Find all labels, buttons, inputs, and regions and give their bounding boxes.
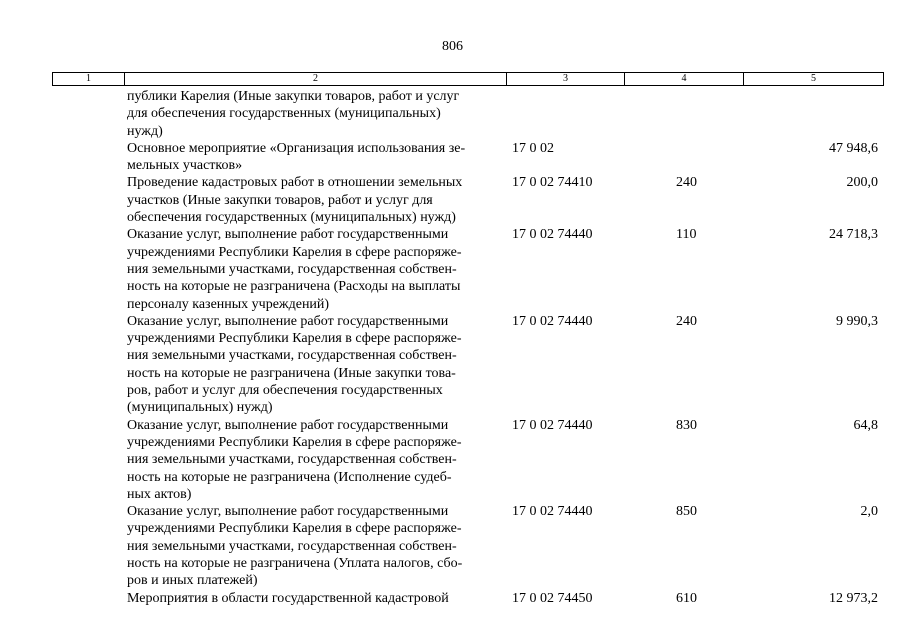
table-row	[52, 313, 884, 417]
row-target-code	[509, 88, 639, 140]
row-description: Оказание услуг, выполнение работ государственными учреждениями Республики Карелия в сфере распоряже- ния земельными участками, государственная собствен- ность на которые не разграничена (Уплата налогов, сбо- ров и иных платежей)	[127, 504, 463, 589]
row-target-code: 17 0 02 74410	[512, 175, 593, 191]
page-number: 806	[442, 39, 463, 54]
row-expense-type: 610	[676, 590, 697, 606]
row-amount: 24 718,3	[829, 227, 878, 243]
column-header-4: 4	[624, 73, 743, 85]
row-expense-type: 110	[676, 227, 697, 243]
row-expense-type: 830	[676, 417, 697, 433]
row-target-code: 17 0 02	[512, 140, 554, 156]
row-description: Оказание услуг, выполнение работ государственными учреждениями Республики Карелия в сфере распоряже- ния земельными участками, государственная собствен- ность на которые не разграничена (Расходы на выплаты персоналу казенных учреждений)	[127, 227, 462, 312]
table-row	[52, 590, 884, 607]
row-target-code: 17 0 02 74440	[512, 504, 593, 520]
row-expense-type: 240	[676, 175, 697, 191]
row-description: Оказание услуг, выполнение работ государственными учреждениями Республики Карелия в сфере распоряже- ния земельными участками, государственная собствен- ность на которые не разграничена (Иные закупки това- ров, работ и услуг для обеспечения государственных (муниципальных) нужд)	[127, 313, 462, 416]
row-amount: 64,8	[853, 417, 878, 433]
row-description: Мероприятия в области государственной кадастровой	[127, 590, 449, 606]
table-row	[52, 140, 884, 175]
row-target-code: 17 0 02 74440	[512, 313, 593, 329]
row-expense-type: 850	[676, 504, 697, 520]
table-row	[52, 174, 884, 226]
column-header-1: 1	[86, 73, 91, 84]
table-row	[52, 503, 884, 589]
row-description: Оказание услуг, выполнение работ государственными учреждениями Республики Карелия в сфере распоряже- ния земельными участками, государственная собствен- ность на которые не разграничена (Исполнение судеб- ных актов)	[127, 417, 462, 502]
row-description: публики Карелия (Иные закупки товаров, работ и услуг для обеспечения государственных (муниципальных) нужд)	[127, 89, 460, 139]
row-expense-type: 240	[676, 313, 697, 329]
column-header-2: 2	[124, 73, 506, 85]
row-expense-type	[639, 140, 729, 175]
row-target-code: 17 0 02 74440	[512, 227, 593, 243]
row-target-code: 17 0 02 74440	[512, 417, 593, 433]
row-expense-type	[639, 88, 729, 140]
row-description: Проведение кадастровых работ в отношении земельных участков (Иные закупки товаров, работ и услуг для обеспечения государственных (муниципальных) нужд)	[127, 175, 463, 226]
row-target-code: 17 0 02 74450	[512, 590, 593, 606]
column-header-3: 3	[506, 73, 624, 85]
table-row	[52, 88, 884, 140]
table-row	[52, 417, 884, 503]
table-row	[52, 226, 884, 312]
table-header-row	[52, 72, 884, 86]
column-header-5: 5	[743, 73, 883, 85]
row-amount: 9 990,3	[836, 313, 878, 329]
row-amount	[729, 88, 884, 140]
row-amount: 47 948,6	[829, 140, 878, 156]
table-body	[52, 88, 884, 607]
row-amount: 2,0	[860, 504, 878, 520]
row-amount: 12 973,2	[829, 590, 878, 606]
row-amount: 200,0	[846, 175, 878, 191]
row-description: Основное мероприятие «Организация использования зе- мельных участков»	[127, 140, 466, 174]
